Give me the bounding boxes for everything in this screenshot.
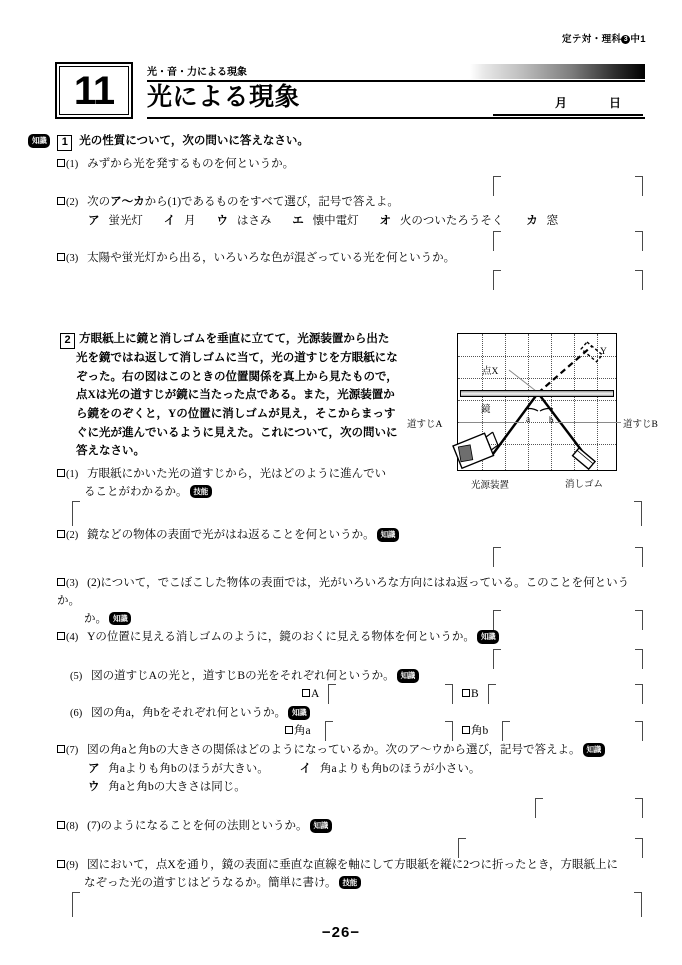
choice-label-ka: 窓 <box>546 215 559 227</box>
date-month-label: 月 <box>555 96 568 110</box>
choice-mark-a: ア <box>88 215 100 227</box>
q1-1-text: みずから光を発するものを何というか。 <box>87 158 295 170</box>
page-header <box>55 62 645 122</box>
q2-6-label-a-group <box>285 723 311 741</box>
section2-stem-line-5: ぐに光が進んでいるように見えた。これについて，次の問いに <box>76 426 398 439</box>
q2-2-number: (2) <box>66 530 79 541</box>
virtual-ray-line <box>538 346 592 393</box>
optics-diagram <box>407 330 672 500</box>
knowledge-badge-q6: 知識 <box>288 706 310 719</box>
path-b-label: 道すじB <box>623 420 658 430</box>
q7-choice-label-u: 角aと角bの大きさは同じ。 <box>108 781 246 793</box>
q2-1-line-1: ることがわかるか。 <box>84 485 188 498</box>
q7-choice-mark-a: ア <box>88 763 100 775</box>
choice-mark-i: イ <box>163 215 176 227</box>
q2-5-answer-field-b[interactable] <box>488 684 643 704</box>
section2-stem-line-1: 光を鏡ではね返して消しゴムに当て，光の道すじを方眼紙にな <box>76 352 398 364</box>
header-title-area <box>147 62 645 119</box>
section2-number: 2 <box>60 333 75 350</box>
q2-7-number: (7) <box>66 745 79 756</box>
q1-3-number: (3) <box>66 253 79 264</box>
q2-2-row <box>57 527 399 545</box>
knowledge-badge-q5: 知識 <box>397 669 419 682</box>
q1-3-checkbox[interactable] <box>57 253 65 261</box>
section1-stem-row <box>26 133 309 151</box>
q2-6-answer-field-a[interactable] <box>325 721 453 741</box>
lesson-number: 11 <box>73 68 115 113</box>
section2-stem-line-3: 点Xは光の道すじが鏡に当たった点である。また，光源装置か <box>76 389 395 402</box>
q2-6-text: 図の角a，角bをそれぞれ何というか。 <box>91 707 286 719</box>
q2-7-choice-row-2 <box>88 779 246 797</box>
q1-3-row <box>57 250 455 268</box>
q1-1-answer-field[interactable] <box>493 176 643 196</box>
document-code-suffix: 中1 <box>630 34 646 45</box>
choice-mark-u: ウ <box>216 215 228 227</box>
date-day-label: 日 <box>609 96 622 110</box>
q2-2-checkbox[interactable] <box>57 530 65 538</box>
section1-stem: 光の性質について，次の問いに答えなさい。 <box>79 135 309 147</box>
mirror-label: 鏡 <box>481 405 491 415</box>
eraser-shape <box>573 448 596 469</box>
knowledge-badge-q3: 知識 <box>109 612 131 625</box>
document-code-prefix: 定テ対・理科 <box>562 34 622 45</box>
eraser-label: 消しゴム <box>565 480 604 490</box>
q2-2-text: 鏡などの物体の表面で光がはね返ることを何というか。 <box>87 529 375 541</box>
q2-5-label-a: A <box>311 688 320 700</box>
section2-stem-line-2: ぞった。右の図はこのときの位置関係を真上から見たもので， <box>76 370 398 383</box>
section2-stem-line-4: ら鏡をのぞくと，Yの位置に消しゴムが見え，そこからまっす <box>76 407 396 420</box>
q2-9-number: (9) <box>66 860 79 871</box>
q2-4-row <box>57 629 499 647</box>
q2-4-text: Yの位置に見える消しゴムのように，鏡のおくに見える物体を何というか。 <box>87 631 475 643</box>
q2-1-checkbox[interactable] <box>57 469 65 477</box>
q2-9-answer-field[interactable] <box>72 892 642 912</box>
q2-9-line-1: なぞった光の道すじはどうなるか。簡単に書け。 <box>84 876 337 889</box>
q2-2-answer-field[interactable] <box>493 547 643 567</box>
choice-label-e: 懐中電灯 <box>312 215 359 227</box>
q1-2-checkbox[interactable] <box>57 197 65 205</box>
q1-1-number: (1) <box>66 159 79 170</box>
q1-1-row <box>57 156 294 174</box>
date-underline <box>493 114 643 116</box>
q1-2-row <box>57 194 399 212</box>
header-rule-bottom <box>147 117 645 119</box>
point-x-label: 点X <box>482 367 499 377</box>
light-source-shape <box>453 430 501 468</box>
q2-5-text: 図の道すじAの光と，道すじBの光をそれぞれ何というか。 <box>91 670 395 682</box>
q2-7-answer-field[interactable] <box>535 798 643 818</box>
section2-stem-line-6: 答えなさい。 <box>76 445 145 458</box>
q1-2-text-c: から(1)であるものをすべて選び，記号で答えよ。 <box>144 196 399 208</box>
q2-7-row <box>57 742 605 760</box>
path-b-leader <box>555 422 621 423</box>
q2-7-text: 図の角aと角bの大きさの関係はどのようになっているか。次のア～ウから選び，記号で答えよ。 <box>87 744 581 756</box>
section1-number: 1 <box>57 135 72 152</box>
q2-4-answer-field[interactable] <box>493 649 643 669</box>
lesson-number-box <box>55 62 133 119</box>
choice-mark-ka: カ <box>526 215 538 227</box>
q2-8-number: (8) <box>66 821 79 832</box>
angle-a-label: a <box>526 414 530 424</box>
q2-1-row <box>57 466 437 502</box>
q2-5-number: (5) <box>70 671 83 682</box>
q2-6-checkbox-b[interactable] <box>462 726 470 734</box>
q2-5-checkbox-a[interactable] <box>302 689 310 697</box>
q2-4-checkbox[interactable] <box>57 632 65 640</box>
q1-2-range: ア～カ <box>110 196 145 208</box>
q2-6-label-b: 角b <box>471 725 489 737</box>
skill-badge-q9: 技能 <box>339 876 361 889</box>
point-x-leader <box>509 370 536 391</box>
q2-6-row <box>70 705 310 723</box>
q2-3-number: (3) <box>66 578 79 589</box>
q2-3-line-0: (2)について，でこぼこした物体の表面では，光がいろいろな方向にはね返っている。このことを何というか。 <box>57 577 630 607</box>
q2-1-number: (1) <box>66 469 79 480</box>
path-a-label: 道すじA <box>407 420 443 430</box>
knowledge-badge: 知識 <box>28 134 50 147</box>
document-code-circled-number: 3 <box>621 35 630 44</box>
q7-choice-mark-i: イ <box>299 763 312 775</box>
q2-8-checkbox[interactable] <box>57 821 65 829</box>
q2-5-checkbox-b[interactable] <box>462 689 470 697</box>
q2-6-answer-field-b[interactable] <box>502 721 643 741</box>
q2-5-label-a-group <box>302 686 319 704</box>
q1-2-number: (2) <box>66 197 79 208</box>
gradient-bar <box>470 64 645 79</box>
q2-8-text: (7)のようになることを何の法則というか。 <box>87 820 308 832</box>
q2-8-answer-field[interactable] <box>458 838 643 858</box>
document-code <box>562 31 646 45</box>
page-number: −26− <box>321 924 361 941</box>
q7-choice-label-a: 角aよりも角bのほうが大きい。 <box>108 763 269 775</box>
choice-label-o: 火のついたろうそく <box>399 215 504 227</box>
choice-label-u: はさみ <box>236 215 272 227</box>
q2-7-choice-row-1 <box>88 761 480 779</box>
q7-choice-label-i: 角aよりも角bのほうが小さい。 <box>319 763 481 775</box>
mirror-shape <box>460 390 614 397</box>
q1-2-choices <box>88 213 558 231</box>
point-y-label: Y <box>600 347 607 357</box>
angle-b-label: b <box>549 415 554 425</box>
section2-stem <box>60 330 430 461</box>
knowledge-badge-q8: 知識 <box>310 819 332 832</box>
q2-9-checkbox[interactable] <box>57 860 65 868</box>
q2-3-answer-field[interactable] <box>493 610 643 630</box>
q1-2-answer-field[interactable] <box>493 231 643 251</box>
q2-8-row <box>57 818 332 836</box>
q2-5-label-b: B <box>471 688 479 700</box>
knowledge-badge-q7: 知識 <box>583 743 605 756</box>
q1-3-text: 太陽や蛍光灯から出る，いろいろな色が混ざっている光を何というか。 <box>87 252 456 264</box>
q2-9-row <box>57 857 647 893</box>
q7-choice-mark-u: ウ <box>88 781 100 793</box>
q2-6-label-a: 角a <box>294 725 311 737</box>
path-a-leader <box>459 422 523 423</box>
q2-3-line-1: か。 <box>84 612 107 625</box>
knowledge-badge-q4: 知識 <box>477 630 499 643</box>
q2-6-number: (6) <box>70 708 83 719</box>
q2-1-line-0: 方眼紙にかいた光の道すじから，光はどのように進んでい <box>87 468 387 480</box>
choice-mark-e: エ <box>292 215 304 227</box>
section2-stem-line-0: 方眼紙上に鏡と消しゴムを垂直に立てて，光源装置から出た <box>79 333 390 345</box>
choice-mark-o: オ <box>379 215 391 227</box>
page-title: 光による現象 <box>147 83 301 111</box>
choice-label-a: 蛍光灯 <box>108 215 143 227</box>
unit-label: 光・音・力による現象 <box>147 67 247 78</box>
date-fields[interactable] <box>493 92 643 116</box>
reflected-ray-line <box>538 393 585 455</box>
q1-1-checkbox[interactable] <box>57 159 65 167</box>
q2-3-checkbox[interactable] <box>57 578 65 586</box>
q2-5-answer-field-a[interactable] <box>328 684 453 704</box>
knowledge-badge-q2: 知識 <box>377 528 399 541</box>
q2-6-checkbox-a[interactable] <box>285 726 293 734</box>
ray-overlay <box>437 330 672 500</box>
q2-6-label-b-group <box>462 723 488 741</box>
choice-label-i: 月 <box>184 215 196 227</box>
light-source-label: 光源装置 <box>471 481 510 491</box>
q1-3-answer-field[interactable] <box>493 270 643 290</box>
q1-2-text-a: 次の <box>87 196 111 208</box>
q2-7-checkbox[interactable] <box>57 745 65 753</box>
q2-4-number: (4) <box>66 632 79 643</box>
incident-ray-line <box>493 393 538 454</box>
q2-5-label-b-group <box>462 686 479 704</box>
q2-1-answer-field[interactable] <box>72 501 642 521</box>
skill-badge-q1: 技能 <box>190 485 212 498</box>
q2-9-line-0: 図において，点Xを通り，鏡の表面に垂直な直線を軸にして方眼紙を縦に2つに折ったとき，方眼紙上に <box>87 859 618 871</box>
